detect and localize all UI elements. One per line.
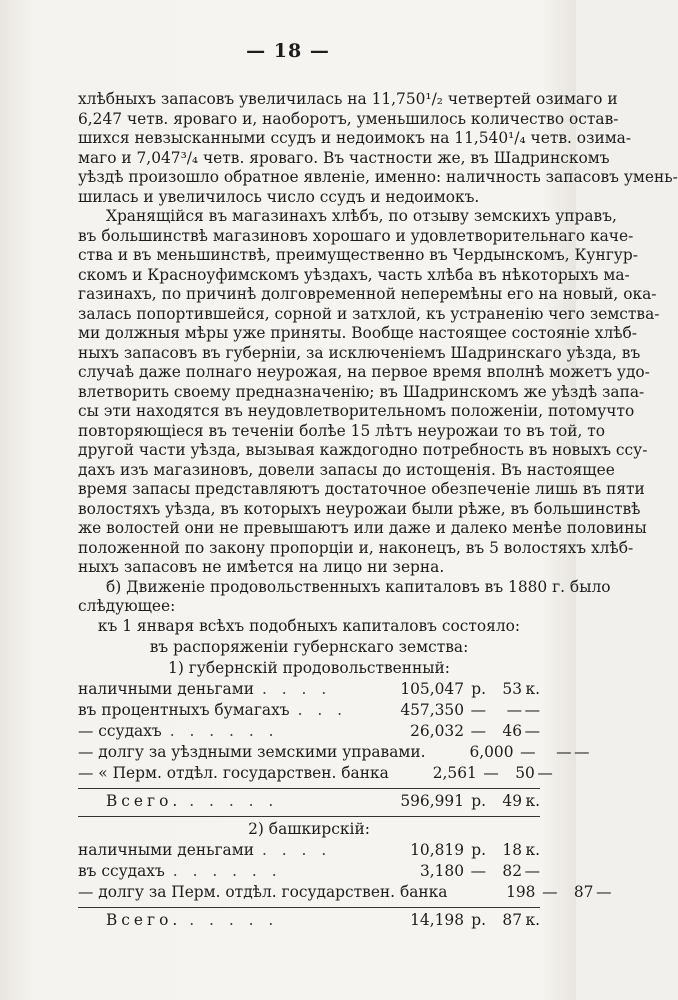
total-cents: 87 <box>502 910 522 929</box>
ledger-unit: — <box>574 742 590 761</box>
total-amount: 14,198 <box>410 910 464 929</box>
text-line: случаѣ даже полнаго неурожая, на первое время вполнѣ можетъ удо- <box>78 363 650 381</box>
ledger-cents: 87 <box>573 882 594 901</box>
text-line: волостяхъ уѣзда, въ которыхъ неурожаи были рѣже, въ большинствѣ <box>78 499 641 518</box>
total-currency: р. <box>471 910 486 929</box>
total-unit: к. <box>525 791 540 810</box>
text-line: шилась и увеличилось число ссудъ и недоимокъ. <box>78 187 480 206</box>
ledger-currency: — <box>470 700 486 719</box>
leader-dots: . . . . . . <box>169 721 279 740</box>
ledger-unit: — <box>524 700 540 719</box>
ledger-unit: — <box>524 861 540 880</box>
ledger-amount: 198 <box>506 882 536 901</box>
page-body <box>78 90 678 932</box>
ledger-unit: — <box>524 721 540 740</box>
ledger-amount: 2,561 <box>432 763 477 782</box>
ledger-row <box>78 862 540 883</box>
ledger-label: — долгу за Перм. отдѣл. государствен. банка <box>78 882 448 901</box>
text-line: скомъ и Красноуфимскомъ уѣздахъ, часть хлѣба въ нѣкоторыхъ ма- <box>78 265 630 284</box>
total-unit: к. <box>525 910 540 929</box>
text-line: маго и 7,047³/₄ четв. яроваго. Въ частности же, въ Шадринскомъ <box>78 148 610 167</box>
ledger-currency: — <box>470 861 486 880</box>
section-1-bottom-rule <box>78 816 540 817</box>
section-2-total-row <box>78 911 540 932</box>
ledger-row <box>78 742 590 764</box>
leader-dots: . . . . . . <box>172 861 282 880</box>
leader-dots: . . . . . <box>189 910 279 929</box>
page-number: — 18 — <box>246 40 330 62</box>
ledger-row <box>78 680 540 701</box>
ledger-label: — ссудахъ <box>78 721 162 740</box>
paragraph-1 <box>78 90 678 207</box>
ledger-cents: 18 <box>502 840 522 859</box>
ledger-cents: — <box>506 700 522 719</box>
ledger-cents: 46 <box>502 721 522 740</box>
capital-subheading: въ распоряженіи губернскаго земства: <box>149 637 469 656</box>
leader-dots: . . . . <box>261 679 332 698</box>
ledger-cents: — <box>556 742 572 761</box>
ledger-currency: р. <box>471 679 486 698</box>
total-label: Всего. <box>106 791 182 810</box>
ledger-unit: — <box>596 882 612 901</box>
text-line: положенной по закону пропорціи и, наконецъ, въ 5 волостяхъ хлѣб- <box>78 538 634 557</box>
text-line: 6,247 четв. яроваго и, наоборотъ, уменьшилось количество остав- <box>78 109 619 128</box>
ledger-label: въ процентныхъ бумагахъ <box>78 700 290 719</box>
section-1-total-rule <box>78 788 540 789</box>
ledger-unit: к. <box>525 679 540 698</box>
text-line: сы эти находятся въ неудовлетворительномъ положеніи, потомучто <box>78 402 635 420</box>
text-line: Хранящійся въ магазинахъ хлѣбъ, по отзыву земскихъ управъ, <box>106 207 617 225</box>
text-line: дахъ изъ магазиновъ, довели запасы до истощенія. Въ настоящее <box>78 460 615 479</box>
leader-dots: . . . . <box>261 840 332 859</box>
text-line: въ большинствѣ магазиновъ хорошаго и удовлетворительнаго каче- <box>78 226 634 245</box>
text-line: ныхъ запасовъ не имѣется на лицо ни зерна. <box>78 558 445 576</box>
ledger-currency: — <box>483 763 499 782</box>
total-cents: 49 <box>502 791 522 810</box>
total-currency: р. <box>471 791 486 810</box>
section-1-total-row <box>78 792 540 813</box>
ledger-label: наличными деньгами <box>78 840 254 859</box>
ledger-row <box>78 882 612 904</box>
leader-dots: . . . . . <box>189 791 279 810</box>
ledger-currency: р. <box>471 840 486 859</box>
text-line: другой части уѣзда, вызывая каждогодно потребность въ новыхъ ссу- <box>78 441 648 459</box>
text-line: слѣдующее: <box>78 597 176 615</box>
ledger-row <box>78 722 540 743</box>
total-amount: 596,991 <box>400 791 464 810</box>
ledger-label: — « Перм. отдѣл. государствен. банка <box>78 763 389 782</box>
text-line: ства и въ меньшинствѣ, преимущественно въ Чердынскомъ, Кунгур- <box>78 246 638 264</box>
ledger-amount: 6,000 <box>469 742 514 761</box>
ledger-cents: 50 <box>515 763 535 782</box>
ledger-cents: 82 <box>502 861 522 880</box>
text-line: уѣздѣ произошло обратное явленіе, именно: наличность запасовъ умень- <box>78 168 678 186</box>
text-line: время запасы представляютъ достаточное обезпеченіе лишь въ пяти <box>78 480 645 498</box>
text-line: ныхъ запасовъ въ губерніи, за исключеніемъ Шадринскаго уѣзда, въ <box>78 343 641 362</box>
section-2-heading: 2) башкирскій: <box>248 819 370 838</box>
text-line: залась попортившейся, сорной и затхлой, къ устраненію чего земства- <box>78 304 660 323</box>
ledger-row <box>78 763 553 785</box>
paragraph-3 <box>78 577 611 617</box>
ledger-amount: 10,819 <box>410 840 464 859</box>
ledger-label: — долгу за уѣздными земскими управами. <box>78 742 426 761</box>
section-2-total-rule <box>78 907 540 908</box>
ledger-amount: 26,032 <box>410 721 464 740</box>
capital-intro-line: къ 1 января всѣхъ подобныхъ капиталовъ состояло: <box>97 616 521 635</box>
total-label: Всего. <box>106 910 182 929</box>
paragraph-2 <box>78 207 660 578</box>
ledger-label: въ ссудахъ <box>78 861 165 880</box>
ledger-row <box>78 701 540 722</box>
ledger-currency: — <box>542 882 558 901</box>
section-2-table <box>78 840 612 904</box>
ledger-unit: к. <box>525 840 540 859</box>
ledger-amount: 3,180 <box>419 861 464 880</box>
ledger-amount: 457,350 <box>400 700 464 719</box>
section-1-heading: 1) губернскій продовольственный: <box>168 658 450 677</box>
text-line: влетворить своему предназначенію; въ Шадринскомъ же уѣздѣ запа- <box>78 382 645 401</box>
text-line: хлѣбныхъ запасовъ увеличилась на 11,750¹/₂ четвертей озимаго и <box>78 90 618 108</box>
ledger-amount: 105,047 <box>400 679 464 698</box>
text-line: газинахъ, по причинѣ долговременной неперемѣны его на новый, ока- <box>78 285 657 303</box>
text-line: ми должныя мѣры уже приняты. Вообще настоящее состояніе хлѣб- <box>78 324 638 342</box>
ledger-cents: 53 <box>502 679 522 698</box>
ledger-unit: — <box>537 763 553 782</box>
ledger-currency: — <box>520 742 536 761</box>
section-1-table <box>78 679 590 785</box>
ledger-currency: — <box>470 721 486 740</box>
leader-dots: . . . <box>297 700 348 719</box>
ledger-label: наличными деньгами <box>78 679 254 698</box>
text-line: шихся невзысканными ссудъ и недоимокъ на 11,540¹/₄ четв. озима- <box>78 129 632 147</box>
ledger-row <box>78 841 540 862</box>
text-line: же волостей они не превышаютъ или даже и далеко менѣе половины <box>78 519 647 537</box>
text-line: повторяющіеся въ теченіи болѣе 15 лѣтъ неурожаи то въ той, то <box>78 421 606 440</box>
text-line: б) Движеніе продовольственныхъ капиталовъ въ 1880 г. было <box>106 577 611 596</box>
